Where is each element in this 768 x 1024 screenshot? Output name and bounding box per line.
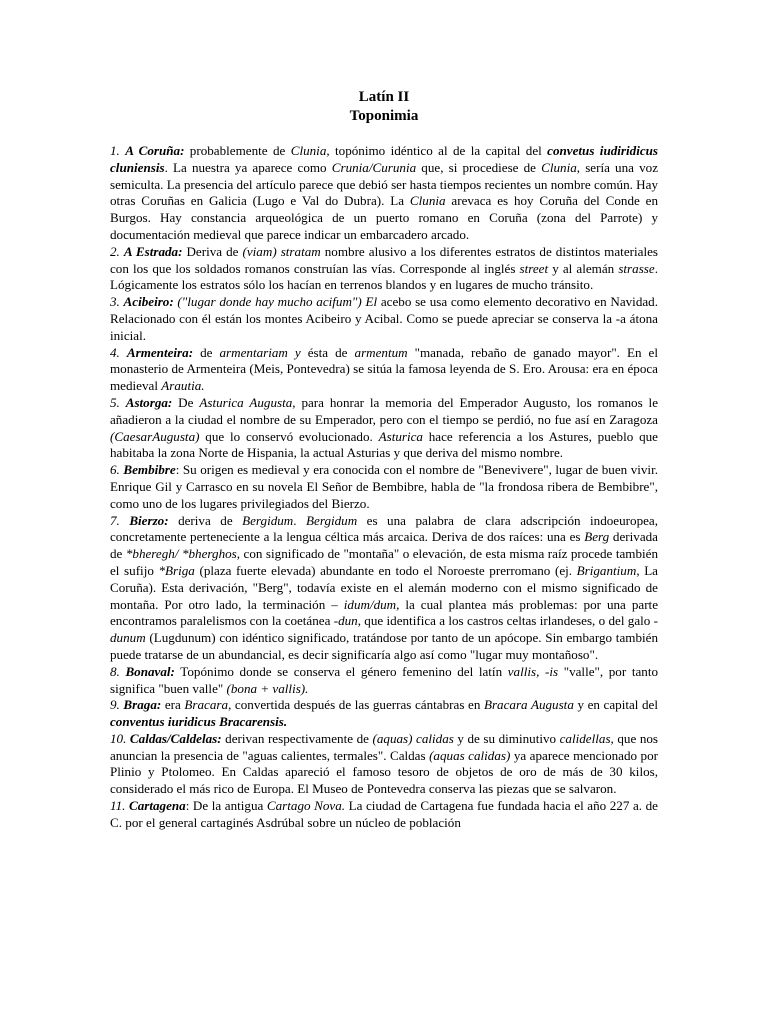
- entry-text: con significado de "montaña" o elevación, de esta misma raíz procede también el sufijo: [110, 546, 658, 578]
- entry-text: Brigantium: [576, 562, 637, 578]
- toponym-entry: [110, 513, 658, 664]
- entry-text: ésta de: [300, 344, 355, 360]
- toponym-entry: [110, 697, 658, 731]
- entry-text: nombre alusivo a los diferentes estratos de distintos materiales con los que los soldados romanos construían las vías. Corresponde al inglés: [110, 243, 658, 276]
- entry-text: , que identifica a los castros celtas irlandeses, o del galo: [357, 613, 654, 629]
- entry-text: Deriva de: [182, 243, 243, 259]
- entry-text: 11.: [110, 798, 129, 814]
- entry-text: , sería una voz semiculta. La presencia del artículo parece que debió ser hasta tiempos recientes un nombre común. Hay otras Coruñas en Galicia (Lugo e Val do Dubra). La: [110, 159, 659, 209]
- toponym-entry: [110, 664, 658, 698]
- entry-text: , convertida después de las guerras cántabras en: [228, 697, 484, 713]
- entry-text: 3.: [110, 294, 124, 310]
- entry-text: .: [293, 512, 307, 528]
- entry-text: era: [161, 697, 185, 713]
- entry-text: Crunia/Curunia: [331, 159, 417, 175]
- entry-text: y al alemán: [548, 260, 619, 276]
- entry-text: topónimo idéntico al de la capital del: [329, 143, 548, 158]
- entry-text: 7.: [110, 512, 130, 528]
- toponym-term: convetus iudiridicus cluniensis: [110, 143, 659, 175]
- toponym-term: A Coruña:: [125, 143, 185, 158]
- entry-text: Bergidum: [242, 512, 294, 528]
- entry-text: , la cual plantea más problemas: por una parte encontramos paralelismos con la coetánea: [110, 596, 659, 629]
- entry-text: armentariam y: [219, 344, 301, 360]
- entry-text: Asturica: [378, 428, 423, 444]
- toponym-term: conventus iuridicus Bracarensis.: [110, 714, 288, 730]
- entry-text: (aquas calidas): [429, 747, 511, 763]
- entry-text: street: [519, 260, 549, 276]
- entry-text: Bergidum: [306, 512, 358, 528]
- entry-text: strasse: [618, 260, 655, 276]
- entry-text: Bracara Augusta: [483, 697, 574, 713]
- entry-text: (CaesarAugusta): [110, 428, 200, 444]
- entry-text: . Lógicamente los estratos sólo los hacían en terrenos blandos y en lugares de mucho tránsito.: [110, 260, 658, 293]
- entry-text: *bheregh/ *bherghos,: [125, 546, 241, 562]
- toponym-term: Braga:: [123, 697, 162, 713]
- toponym-term: Caldas/Caldelas:: [129, 730, 222, 746]
- entry-text: De: [172, 394, 200, 410]
- document-page: [110, 88, 658, 832]
- toponym-term: Bembibre: [123, 462, 176, 478]
- entry-text: hace referencia a los Astures, pueblo que habitaba la zona Norte de Hispania, la actual Asturias y que deriva del mismo nombre.: [110, 428, 658, 461]
- toponym-entry: [110, 244, 658, 294]
- entry-text: (bona + vallis).: [226, 680, 309, 696]
- toponym-term: Bonaval:: [125, 663, 175, 679]
- entry-text: y de su diminutivo: [453, 730, 560, 746]
- entry-text: 5.: [110, 394, 126, 410]
- document-title: Latín II: [358, 89, 410, 105]
- toponym-entry: [110, 294, 658, 344]
- entry-text: Topónimo donde se conserva el género femenino del latín: [174, 663, 508, 679]
- entry-text: de: [193, 344, 220, 360]
- entry-text: *Briga: [158, 562, 195, 578]
- toponym-entry: [110, 143, 658, 244]
- entry-text: : Su origen es medieval y era conocida con el nombre de "Benevivere", lugar de buen vivir. Enrique Gil y Carrasco en su novela El Señor de Bembibre, habla de "la frondosa ribera de Bembibre", como uno de los lugares privilegiados del Bierzo.: [110, 462, 658, 511]
- entry-text: 8.: [110, 663, 126, 679]
- toponym-term: Acibeiro:: [123, 294, 174, 310]
- toponym-term: Astorga:: [125, 394, 173, 410]
- entry-text: Clunia,: [290, 143, 330, 158]
- toponym-entry: [110, 798, 658, 832]
- entry-text: "manada, rebaño de ganado mayor". En el monasterio de Armenteira (Meis, Pontevedra) se sitúa la famosa leyenda de S. Ero. Arousa: era en época medieval: [110, 344, 659, 394]
- entry-text: -dunum: [110, 613, 658, 646]
- entry-text: Clunia: [409, 193, 446, 209]
- entry-text: que lo conservó evolucionado.: [199, 428, 379, 444]
- entry-text: La ciudad de Cartagena fue fundada hacia el año 227 a. de C. por el general cartaginés Asdrúbal sobre un núcleo de población: [110, 798, 658, 830]
- entry-text: "valle", por tanto significa "buen valle": [110, 663, 659, 696]
- toponym-list: [110, 143, 658, 832]
- entry-text: Asturica Augusta,: [199, 394, 296, 410]
- entry-text: 10.: [110, 730, 130, 746]
- entry-text: -dun: [333, 613, 358, 629]
- entry-text: ya aparece mencionado por Plinio y Ptolomeo. En Caldas apareció el famoso tesoro de objetos de oro de más de 30 kilos, considerado el más rico de Europa. El Museo de Pontevedra conserva las piezas que se salvaron.: [110, 747, 658, 797]
- toponym-entry: [110, 731, 658, 798]
- entry-text: (viam) stratam: [242, 243, 321, 259]
- entry-text: acebo se usa como elemento decorativo en Navidad. Relacionado con él están los montes Acibeiro y Acibal. Como se puede apreciar se conserva la -a átona inicial.: [110, 294, 659, 343]
- entry-text: (aquas) calidas: [372, 730, 454, 746]
- entry-text: Berg: [584, 529, 610, 545]
- entry-text: 6.: [110, 462, 124, 478]
- entry-text: 9.: [110, 697, 124, 713]
- entry-text: vallis, -is: [507, 663, 559, 679]
- entry-text: es una palabra de clara adscripción indoeuropea, concretamente perteneciente a la lengua céltica más arcaica. Deriva de dos raíces: una es: [110, 512, 659, 545]
- entry-text: (plaza fuerte elevada) abundante en todo el Noroeste prerromano (ej.: [194, 562, 577, 578]
- entry-text: derivada de: [110, 529, 658, 562]
- entry-text: que, si procediese de: [416, 159, 542, 175]
- entry-text: para honrar la memoria del Emperador Augusto, los romanos le añadieron a la ciudad el nombre de su Emperador, pero con el tiempo se perdió, no fue así en Zaragoza: [110, 394, 659, 427]
- entry-text: . La nuestra ya aparece como: [164, 159, 332, 175]
- entry-text: (Lugdunum) con idéntico significado, tratándose por tanto de un apócope. Sin embargo también puede tratarse de un abundancial, es decir significaría algo así como "lugar muy montañoso".: [110, 630, 658, 662]
- entry-text: derivan respectivamente de: [221, 730, 373, 746]
- toponym-entry: [110, 395, 658, 462]
- entry-text: calidellas,: [559, 730, 614, 746]
- entry-text: 4.: [110, 344, 127, 360]
- toponym-term: A Estrada:: [123, 243, 183, 259]
- entry-text: Clunia: [541, 159, 577, 175]
- entry-text: Arautia.: [161, 378, 205, 394]
- entry-text: , La Coruña). Esta derivación, "Berg", todavía existe en el alemán moderno con el mismo significado de montaña. Por otro lado, la terminación –: [110, 562, 658, 612]
- entry-text: y en capital del: [573, 697, 659, 713]
- entry-text: Bracara: [184, 697, 229, 713]
- toponym-term: Bierzo:: [129, 512, 169, 528]
- toponym-term: Armenteira:: [126, 344, 194, 360]
- entry-text: probablemente de: [184, 143, 291, 158]
- entry-text: deriva de: [168, 512, 243, 528]
- entry-text: 2.: [110, 243, 124, 259]
- document-subtitle: Toponimia: [349, 108, 419, 124]
- entry-text: 1.: [110, 143, 126, 158]
- entry-text: idum/dum: [343, 596, 397, 612]
- entry-text: armentum: [354, 344, 408, 360]
- toponym-entry: [110, 462, 658, 512]
- entry-text: ("lugar donde hay mucho acifum") El: [173, 294, 378, 310]
- toponym-term: Cartagena: [128, 798, 186, 814]
- entry-text: : De la antigua: [185, 798, 267, 814]
- entry-text: que nos anuncian la presencia de "aguas calientes, termales". Caldas: [110, 730, 659, 763]
- entry-text: Cartago Nova.: [266, 798, 346, 814]
- toponym-entry: [110, 345, 658, 395]
- entry-text: arevaca es hoy Coruña del Conde en Burgos. Hay constancia arqueológica de un puerto romano en Coruña (zona del Parrote) y documentación medieval que parece indicar un embarcadero arcado.: [110, 193, 659, 242]
